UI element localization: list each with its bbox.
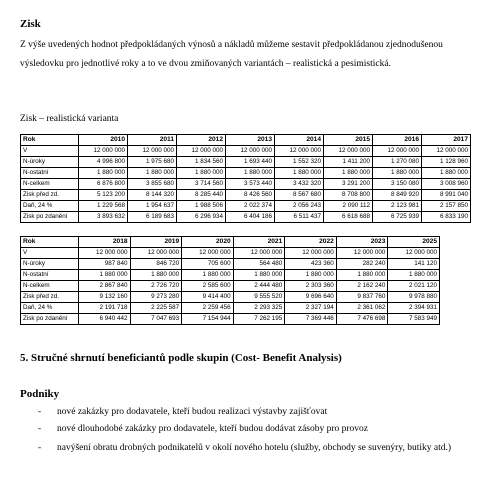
table-cell: 6 940 442 xyxy=(79,314,131,325)
row-label: N-ostatní xyxy=(21,168,79,179)
table-cell: 7 154 944 xyxy=(182,314,234,325)
table-cell: 3 855 680 xyxy=(128,179,177,190)
table-cell: 2 444 480 xyxy=(233,281,285,292)
table-cell: 2 022 374 xyxy=(226,201,275,212)
row-label: Daň, 24 % xyxy=(21,303,79,314)
table-cell: 1 880 000 xyxy=(422,168,471,179)
table-cell: 12 000 000 xyxy=(177,146,226,157)
table-cell: 2 394 931 xyxy=(388,303,440,314)
table-cell: 9 273 280 xyxy=(130,292,182,303)
table-cell: 1 834 560 xyxy=(177,157,226,168)
table-row xyxy=(21,281,440,292)
table-cell: 8 991 040 xyxy=(422,190,471,201)
table-cell: 6 876 800 xyxy=(79,179,128,190)
header-cell: 2016 xyxy=(373,135,422,146)
table-cell: 6 296 934 xyxy=(177,212,226,223)
header-cell: Rok xyxy=(21,237,79,248)
row-label: N-úroky xyxy=(21,259,79,270)
header-cell: 2022 xyxy=(285,237,337,248)
table-cell: 2 021 120 xyxy=(388,281,440,292)
row-label: N-úroky xyxy=(21,157,79,168)
table-cell: 1 880 000 xyxy=(226,168,275,179)
table-cell: 3 893 632 xyxy=(79,212,128,223)
table-cell: 1 693 440 xyxy=(226,157,275,168)
table-cell: 12 000 000 xyxy=(182,248,234,259)
table-cell: 8 849 920 xyxy=(373,190,422,201)
table-cell: 3 714 560 xyxy=(177,179,226,190)
table-cell: 7 476 698 xyxy=(336,314,388,325)
table-cell: 2 259 456 xyxy=(182,303,234,314)
table-cell: 7 047 693 xyxy=(130,314,182,325)
bullet-dash: - xyxy=(38,407,42,417)
table-cell: 3 573 440 xyxy=(226,179,275,190)
header-cell: 2025 xyxy=(388,237,440,248)
table-cell: 8 567 680 xyxy=(275,190,324,201)
table-row xyxy=(21,212,471,223)
table-row xyxy=(21,248,440,259)
table-cell: 1 880 000 xyxy=(388,270,440,281)
table-cell: 1 880 000 xyxy=(177,168,226,179)
table-cell: 12 000 000 xyxy=(275,146,324,157)
table-cell: 12 000 000 xyxy=(336,248,388,259)
header-cell: 2017 xyxy=(422,135,471,146)
header-cell: 2021 xyxy=(233,237,285,248)
profit-table-2018-2025 xyxy=(20,236,440,325)
table-cell: 8 285 440 xyxy=(177,190,226,201)
header-cell: 2013 xyxy=(226,135,275,146)
row-label: V xyxy=(21,146,79,157)
list-item xyxy=(20,439,470,457)
row-label: Zisk před zd. xyxy=(21,190,79,201)
table-cell: 2 225 587 xyxy=(130,303,182,314)
profit-table-2010-2017 xyxy=(20,134,471,223)
table-cell: 2 726 720 xyxy=(130,281,182,292)
table-cell: 1 988 506 xyxy=(177,201,226,212)
table-row xyxy=(21,179,471,190)
list-item xyxy=(20,422,470,437)
table-cell: 9 414 400 xyxy=(182,292,234,303)
table-cell: 6 511 437 xyxy=(275,212,324,223)
row-label: Zisk před zd. xyxy=(21,292,79,303)
list-item-text: nové zakázky pro dodavatele, kteří budou realizaci výstavby zajišťovat xyxy=(57,407,328,417)
table-cell: 1 229 568 xyxy=(79,201,128,212)
list-item xyxy=(20,405,470,420)
table-cell: 3 150 080 xyxy=(373,179,422,190)
table-cell: 9 696 640 xyxy=(285,292,337,303)
table-cell: 6 833 190 xyxy=(422,212,471,223)
table-cell: 1 880 000 xyxy=(324,168,373,179)
table-row xyxy=(21,157,471,168)
table-cell: 9 837 760 xyxy=(336,292,388,303)
table-caption: Zisk – realistická varianta xyxy=(20,114,119,124)
table-cell: 2 090 112 xyxy=(324,201,373,212)
table-cell: 6 189 683 xyxy=(128,212,177,223)
table-row xyxy=(21,303,440,314)
section-5-heading: 5. Stručné shrnutí beneficiantů podle skupin (Cost- Benefit Analysis) xyxy=(20,352,342,364)
table-cell: 7 583 949 xyxy=(388,314,440,325)
row-label: N-celkem xyxy=(21,179,79,190)
list-item-text: navýšení obratu drobných podnikatelů v okolí nového hotelu (služby, obchody se suvenýry, butiky atd.) xyxy=(57,443,451,453)
table-cell: 12 000 000 xyxy=(324,146,373,157)
table-cell: 6 618 688 xyxy=(324,212,373,223)
table-header-row xyxy=(21,135,471,146)
table-cell: 2 293 325 xyxy=(233,303,285,314)
header-cell: 2012 xyxy=(177,135,226,146)
table-cell: 2 123 981 xyxy=(373,201,422,212)
table-cell: 12 000 000 xyxy=(130,248,182,259)
table-cell: 2 361 062 xyxy=(336,303,388,314)
table-row xyxy=(21,168,471,179)
table-cell: 1 880 000 xyxy=(336,270,388,281)
table-cell: 705 600 xyxy=(182,259,234,270)
table-cell: 3 008 960 xyxy=(422,179,471,190)
table-cell: 12 000 000 xyxy=(233,248,285,259)
table-row xyxy=(21,146,471,157)
row-label: Zisk po zdanění xyxy=(21,212,79,223)
header-cell: 2018 xyxy=(79,237,131,248)
table-cell: 9 132 160 xyxy=(79,292,131,303)
header-cell: 2020 xyxy=(182,237,234,248)
header-cell: Rok xyxy=(21,135,79,146)
table-cell: 7 262 195 xyxy=(233,314,285,325)
table-cell: 12 000 000 xyxy=(79,248,131,259)
table-cell: 2 867 840 xyxy=(79,281,131,292)
row-label: Zisk po zdanění xyxy=(21,314,79,325)
table-cell: 3 291 200 xyxy=(324,179,373,190)
table-cell: 1 880 000 xyxy=(182,270,234,281)
table-cell: 564 480 xyxy=(233,259,285,270)
table-cell: 282 240 xyxy=(336,259,388,270)
table-cell: 12 000 000 xyxy=(128,146,177,157)
header-cell: 2014 xyxy=(275,135,324,146)
table-cell: 6 404 186 xyxy=(226,212,275,223)
beneficiary-list xyxy=(20,405,470,459)
table-cell: 1 880 000 xyxy=(285,270,337,281)
table-cell: 9 978 880 xyxy=(388,292,440,303)
table-cell: 9 555 520 xyxy=(233,292,285,303)
header-cell: 2019 xyxy=(130,237,182,248)
table-cell: 7 369 446 xyxy=(285,314,337,325)
row-label: N-celkem xyxy=(21,281,79,292)
row-label: V xyxy=(21,248,79,259)
table-cell: 987 840 xyxy=(79,259,131,270)
table-cell: 2 585 600 xyxy=(182,281,234,292)
header-cell: 2011 xyxy=(128,135,177,146)
table-cell: 1 270 080 xyxy=(373,157,422,168)
table-cell: 2 327 194 xyxy=(285,303,337,314)
subheading-podniky: Podniky xyxy=(20,388,60,400)
table-cell: 12 000 000 xyxy=(285,248,337,259)
table-cell: 12 000 000 xyxy=(373,146,422,157)
list-item-text: nové dlouhodobé zakázky pro dodavatele, kteří budou dodávat zásoby pro provoz xyxy=(57,424,369,434)
table-cell: 1 880 000 xyxy=(79,270,131,281)
table-cell: 12 000 000 xyxy=(79,146,128,157)
row-label: Daň, 24 % xyxy=(21,201,79,212)
table-cell: 1 954 637 xyxy=(128,201,177,212)
table-cell: 8 708 800 xyxy=(324,190,373,201)
header-cell: 2010 xyxy=(79,135,128,146)
table-header-row xyxy=(21,237,440,248)
table-cell: 1 552 320 xyxy=(275,157,324,168)
table-cell: 8 426 560 xyxy=(226,190,275,201)
table-row xyxy=(21,259,440,270)
table-cell: 6 725 939 xyxy=(373,212,422,223)
table-cell: 2 191 718 xyxy=(79,303,131,314)
table-cell: 12 000 000 xyxy=(388,248,440,259)
table-cell: 3 432 320 xyxy=(275,179,324,190)
table-cell: 1 880 000 xyxy=(130,270,182,281)
table-cell: 141 120 xyxy=(388,259,440,270)
table-cell: 1 880 000 xyxy=(233,270,285,281)
table-row xyxy=(21,270,440,281)
table-cell: 4 996 800 xyxy=(79,157,128,168)
table-cell: 5 123 200 xyxy=(79,190,128,201)
section-heading-zisk: Zisk xyxy=(20,18,41,30)
header-cell: 2015 xyxy=(324,135,373,146)
table-cell: 2 162 240 xyxy=(336,281,388,292)
table-cell: 2 303 360 xyxy=(285,281,337,292)
table-cell: 1 411 200 xyxy=(324,157,373,168)
table-cell: 1 880 000 xyxy=(128,168,177,179)
table-row xyxy=(21,292,440,303)
table-cell: 846 720 xyxy=(130,259,182,270)
table-cell: 2 157 850 xyxy=(422,201,471,212)
table-cell: 2 056 243 xyxy=(275,201,324,212)
zisk-paragraph: Z výše uvedených hodnot předpokládaných výnosů a nákladů můžeme sestavit předpokládanou zjednodušenou výsledovku pro jednotlivé roky a to ve dvou zmiňovaných variantách – realistická a pesimistická. xyxy=(20,40,443,69)
row-label: N-ostatní xyxy=(21,270,79,281)
table-cell: 1 880 000 xyxy=(373,168,422,179)
table-row xyxy=(21,314,440,325)
bullet-dash: - xyxy=(38,443,42,453)
bullet-dash: - xyxy=(38,424,42,434)
table-cell: 1 975 680 xyxy=(128,157,177,168)
table-cell: 8 144 320 xyxy=(128,190,177,201)
table-cell: 1 128 960 xyxy=(422,157,471,168)
table-cell: 1 880 000 xyxy=(275,168,324,179)
table-cell: 1 880 000 xyxy=(79,168,128,179)
table-cell: 12 000 000 xyxy=(226,146,275,157)
table-row xyxy=(21,201,471,212)
table-cell: 12 000 000 xyxy=(422,146,471,157)
table-row xyxy=(21,190,471,201)
table-cell: 423 360 xyxy=(285,259,337,270)
header-cell: 2023 xyxy=(336,237,388,248)
